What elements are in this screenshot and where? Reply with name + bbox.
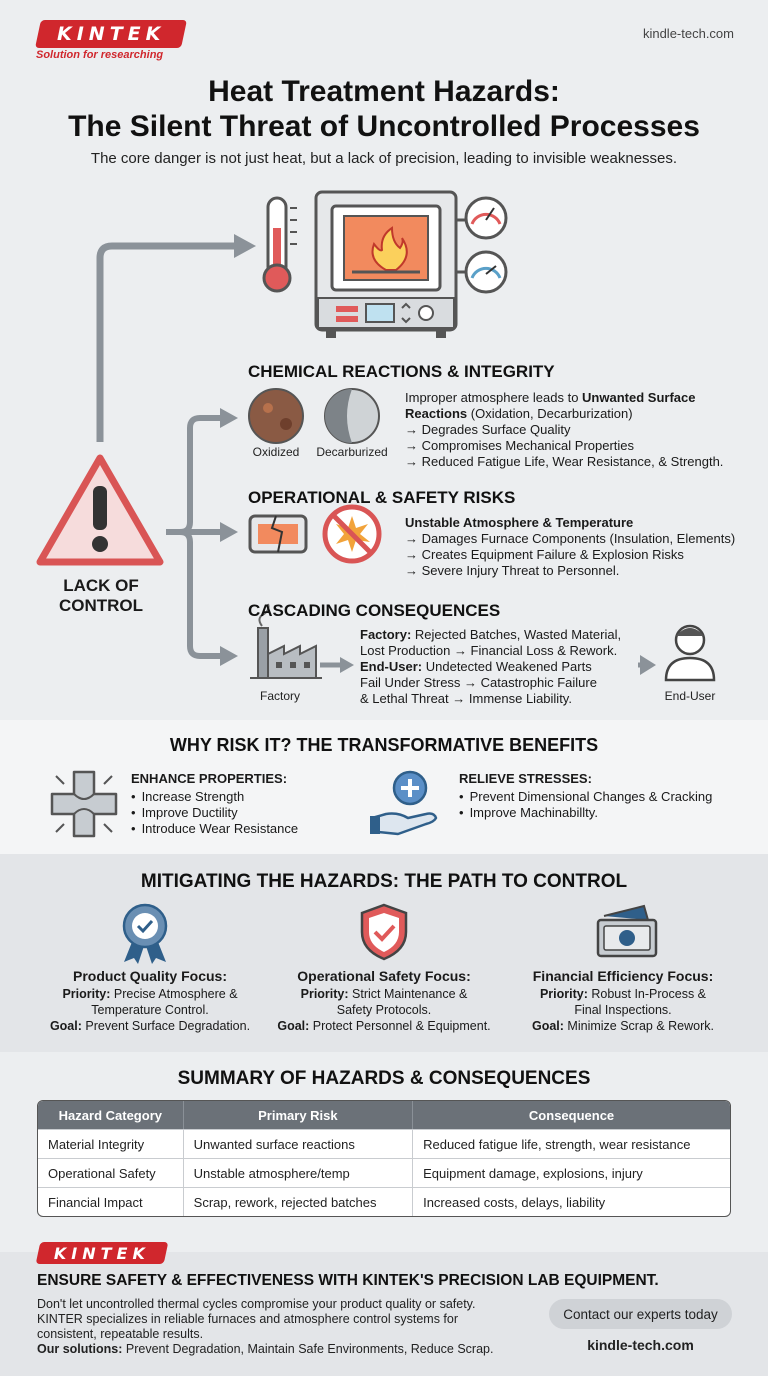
- relieve-title: RELIEVE STRESSES:: [459, 771, 592, 786]
- chem-text: Improper atmosphere leads to: [405, 390, 583, 405]
- gauge-icon-1: [456, 198, 506, 238]
- operational-description: [405, 515, 760, 579]
- operational-heading: OPERATIONAL & SAFETY RISKS: [248, 488, 516, 507]
- shield-check-icon: [358, 902, 410, 962]
- cascading-description: [360, 627, 645, 707]
- casc-bold: Factory:: [360, 627, 412, 642]
- enduser-label: End-User: [664, 689, 716, 703]
- decarburized-sample-icon: [325, 389, 379, 443]
- column-header: Consequence: [413, 1101, 730, 1129]
- warning-label-line-1: LACK OF: [63, 576, 139, 595]
- casc-text: Lost Production → Financial Loss & Rework.: [360, 643, 618, 658]
- casc-bold: End-User:: [360, 659, 423, 674]
- title-line-2: The Silent Threat of Uncontrolled Processes: [68, 110, 700, 143]
- mit-label: Goal:: [532, 1019, 564, 1033]
- arrow-branch-chemical: [166, 418, 222, 532]
- table-cell: Unstable atmosphere/temp: [184, 1158, 413, 1187]
- oxidized-label: Oxidized: [252, 445, 300, 459]
- op-bullet: → Creates Equipment Failure & Explosion Risks: [405, 547, 684, 562]
- furnace-icon: [316, 192, 456, 338]
- mit-label: Priority:: [539, 987, 588, 1001]
- relieve-stresses: [459, 771, 712, 821]
- table-cell: Reduced fatigue life, strength, wear resistance: [413, 1129, 730, 1158]
- mit-text: Minimize Scrap & Rework.: [563, 1019, 714, 1033]
- enhance-title: ENHANCE PROPERTIES:: [131, 771, 288, 786]
- footer-site-link[interactable]: kindle-tech.com: [587, 1337, 694, 1353]
- chemical-heading: CHEMICAL REACTIONS & INTEGRITY: [248, 362, 555, 381]
- title-line-1: Heat Treatment Hazards:: [208, 75, 560, 108]
- summary-table-wrap: [37, 1100, 731, 1217]
- cross-joint-icon: [48, 768, 120, 840]
- op-bullet: → Severe Injury Threat to Personnel.: [405, 563, 620, 578]
- mit-label: Priority:: [300, 987, 349, 1001]
- mit-text: Safety Protocols.: [336, 1003, 432, 1017]
- mit-text: Robust In-Process &: [587, 987, 707, 1001]
- thermometer-icon: [264, 198, 297, 291]
- footer-headline: ENSURE SAFETY & EFFECTIVENESS WITH KINTEK'S PRECISION LAB EQUIPMENT.: [37, 1272, 659, 1289]
- arrow-head-operational: [220, 522, 238, 542]
- casc-text: & Lethal Threat → Immense Liability.: [360, 691, 572, 706]
- quality-focus-col: [30, 968, 270, 1034]
- table-row: [38, 1158, 730, 1187]
- mit-title: Operational Safety Focus:: [297, 968, 471, 984]
- mit-text: Temperature Control.: [91, 1003, 209, 1017]
- arrow-to-furnace: [100, 246, 238, 442]
- relieve-item: • Improve Machinabillty.: [459, 805, 712, 821]
- site-url-top[interactable]: kindle-tech.com: [642, 26, 734, 41]
- arrow-branch-cascading: [166, 532, 222, 656]
- mit-text: Precise Atmosphere &: [110, 987, 238, 1001]
- kintek-logo: KINTEK: [35, 20, 187, 48]
- arrow-head-chemical: [220, 408, 238, 428]
- gauge-icon-2: [456, 252, 506, 292]
- contact-experts-button[interactable]: Contact our experts today: [549, 1299, 732, 1329]
- enhance-item: • Improve Ductility: [131, 805, 298, 821]
- enhance-item: • Introduce Wear Resistance: [131, 821, 298, 837]
- mit-text: Protect Personnel & Equipment.: [309, 1019, 491, 1033]
- mit-text: Prevent Surface Degradation.: [81, 1019, 251, 1033]
- table-cell: Financial Impact: [38, 1187, 184, 1216]
- no-explosion-icon: [325, 507, 379, 561]
- warning-label-line-2: CONTROL: [58, 596, 144, 615]
- mit-title: Financial Efficiency Focus:: [532, 968, 714, 984]
- page-subtitle: The core danger is not just heat, but a lack of precision, leading to invisible weaknesses.: [90, 150, 678, 167]
- page-title: [0, 74, 768, 144]
- mit-title: Product Quality Focus:: [72, 968, 227, 984]
- table-cell: Unwanted surface reactions: [184, 1129, 413, 1158]
- chem-text-2: (Oxidation, Decarburization): [467, 406, 633, 421]
- ribbon-badge-icon: [118, 902, 172, 964]
- money-icon: [594, 902, 660, 962]
- footer-text: consistent, repeatable results.: [37, 1327, 204, 1341]
- mit-label: Goal:: [277, 1019, 310, 1033]
- summary-table: [37, 1100, 731, 1217]
- casc-text: Fail Under Stress → Catastrophic Failure: [360, 675, 597, 690]
- financial-focus-col: [505, 968, 741, 1034]
- benefits-heading: WHY RISK IT? THE TRANSFORMATIVE BENEFITS: [169, 735, 599, 755]
- arrow-head-cascading: [220, 646, 238, 666]
- warning-label: [38, 576, 164, 616]
- table-row: [38, 1187, 730, 1216]
- column-header: Hazard Category: [38, 1101, 184, 1129]
- enhance-properties: [131, 771, 298, 837]
- chem-bold: Unwanted Surface: [582, 390, 696, 405]
- hand-plus-icon: [368, 768, 444, 838]
- table-cell: Equipment damage, explosions, injury: [413, 1158, 730, 1187]
- mit-text: Strict Maintenance &: [348, 987, 468, 1001]
- table-header-row: [38, 1101, 730, 1129]
- end-user-icon: [666, 626, 714, 680]
- chemical-description: [405, 390, 760, 470]
- arrow-head-furnace: [234, 234, 256, 258]
- mit-label: Goal:: [49, 1019, 82, 1033]
- footer-body: [37, 1297, 537, 1357]
- footer-solutions-label: Our solutions:: [37, 1342, 123, 1356]
- footer-text: Don't let uncontrolled thermal cycles compromise your product quality or safety.: [37, 1297, 476, 1311]
- decarburized-label: Decarburized: [316, 445, 388, 459]
- casc-text: Undetected Weakened Parts: [422, 659, 592, 674]
- table-cell: Material Integrity: [38, 1129, 184, 1158]
- op-bullet: → Damages Furnace Components (Insulation, Elements): [405, 531, 736, 546]
- warning-triangle-icon: [40, 458, 160, 562]
- mit-label: Priority:: [62, 987, 111, 1001]
- enhance-item: • Increase Strength: [131, 789, 298, 805]
- summary-heading: SUMMARY OF HAZARDS & CONSEQUENCES: [177, 1068, 591, 1089]
- damaged-element-icon: [250, 516, 306, 552]
- footer-kintek-logo: KINTEK: [36, 1242, 169, 1264]
- rust-spot: [280, 418, 292, 430]
- column-header: Primary Risk: [184, 1101, 413, 1129]
- mitigation-heading: MITIGATING THE HAZARDS: THE PATH TO CONTROL: [140, 871, 628, 892]
- chem-bullet: → Compromises Mechanical Properties: [405, 438, 635, 453]
- footer-solutions: Prevent Degradation, Maintain Safe Environments, Reduce Scrap.: [122, 1342, 494, 1356]
- cascading-heading: CASCADING CONSEQUENCES: [248, 601, 501, 620]
- casc-text: Rejected Batches, Wasted Material,: [411, 627, 622, 642]
- arrow-head-factory: [340, 657, 354, 673]
- table-cell: Increased costs, delays, liability: [413, 1187, 730, 1216]
- table-cell: Operational Safety: [38, 1158, 184, 1187]
- op-lead: Unstable Atmosphere & Temperature: [405, 515, 634, 530]
- logo-tagline: Solution for researching: [36, 49, 164, 61]
- oxidized-sample-icon: [249, 389, 303, 443]
- footer-text: KINTER specializes in reliable furnaces and atmosphere control systems for: [37, 1312, 459, 1326]
- relieve-item: • Prevent Dimensional Changes & Cracking: [459, 789, 712, 805]
- chem-bullet: → Reduced Fatigue Life, Wear Resistance, & Strength.: [405, 454, 724, 469]
- chem-bullet: → Degrades Surface Quality: [405, 422, 571, 437]
- rust-spot: [263, 403, 273, 413]
- table-row: [38, 1129, 730, 1158]
- factory-label: Factory: [259, 689, 300, 703]
- mit-text: Final Inspections.: [574, 1003, 672, 1017]
- table-cell: Scrap, rework, rejected batches: [184, 1187, 413, 1216]
- chem-bold-2: Reactions: [405, 406, 468, 421]
- safety-focus-col: [264, 968, 504, 1034]
